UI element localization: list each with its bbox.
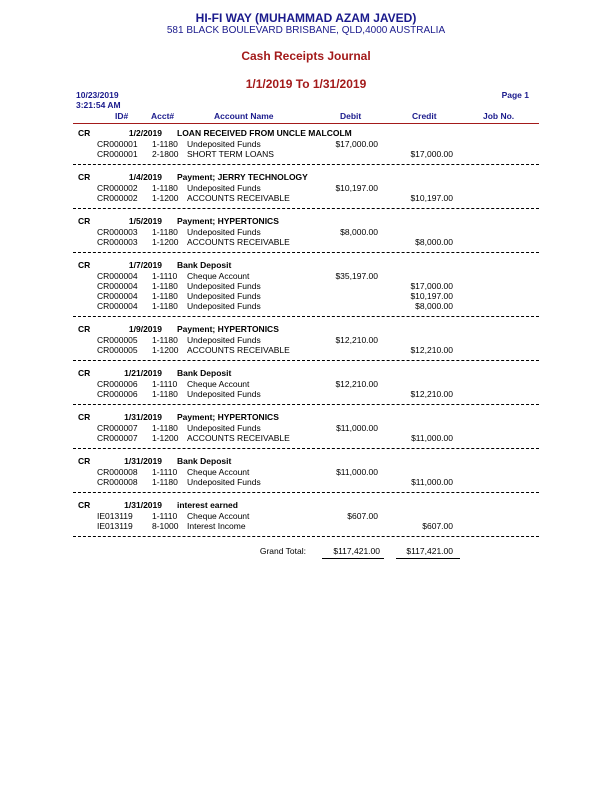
entry-type: CR [78,172,91,182]
entry-memo: Bank Deposit [177,456,232,466]
line-account-name: ACCOUNTS RECEIVABLE [187,237,290,247]
entry-date: 1/31/2019 [124,412,162,422]
entry-memo: interest earned [177,500,238,510]
line-acct: 1-1200 [152,237,179,247]
column-header-acct: Acct# [151,111,175,121]
entry-date: 1/4/2019 [128,172,162,182]
line-account-name: Undeposited Funds [187,301,261,311]
line-acct: 1-1180 [152,183,178,193]
entry-header [0,500,612,511]
entry-memo: Bank Deposit [177,260,232,270]
line-credit: $11,000.00 [411,477,453,487]
line-account-name: Undeposited Funds [187,389,261,399]
line-acct: 1-1180 [152,281,178,291]
entry-type: CR [78,260,91,270]
grand-total-debit: $117,421.00 [333,546,380,556]
journal-line [0,227,612,237]
entry-separator [73,448,539,449]
line-acct: 8-1000 [152,521,179,531]
line-account-name: Undeposited Funds [187,291,261,301]
journal-line [0,301,612,311]
entry-header [0,368,612,379]
line-account-name: Cheque Account [187,379,250,389]
journal-line [0,193,612,203]
line-acct: 1-1110 [152,271,178,281]
journal-line [0,511,612,521]
line-acct: 1-1200 [152,345,179,355]
entry-separator [73,164,539,165]
line-account-name: Cheque Account [187,511,250,521]
company-address: 581 BLACK BOULEVARD BRISBANE, QLD,4000 AUSTRALIA [166,25,446,36]
entry-header [0,172,612,183]
journal-entry [0,412,612,449]
line-acct: 1-1180 [152,423,178,433]
line-credit: $12,210.00 [410,389,453,399]
line-account-name: ACCOUNTS RECEIVABLE [187,345,290,355]
line-account-name: Undeposited Funds [187,477,261,487]
entry-date: 1/7/2019 [128,260,162,270]
column-header-credit: Credit [412,111,437,121]
total-underline [396,558,460,559]
line-id: CR000005 [97,335,138,345]
line-id: CR000004 [97,281,138,291]
entry-memo: Payment; HYPERTONICS [177,324,279,334]
journal-line [0,521,612,531]
journal-body [0,128,612,559]
journal-line [0,271,612,281]
line-id: CR000003 [97,227,138,237]
line-credit: $17,000.00 [410,149,453,159]
journal-entry [0,260,612,317]
line-account-name: ACCOUNTS RECEIVABLE [187,193,290,203]
journal-line [0,477,612,487]
line-account-name: Undeposited Funds [187,281,261,291]
journal-entry [0,368,612,405]
entry-type: CR [78,500,91,510]
entry-memo: Payment; HYPERTONICS [177,412,279,422]
line-debit: $607.00 [347,511,378,521]
line-credit: $607.00 [422,521,453,531]
entry-type: CR [78,216,91,226]
line-id: CR000002 [97,183,138,193]
line-acct: 1-1180 [152,291,178,301]
entry-header [0,260,612,271]
report-title: Cash Receipts Journal [241,49,371,63]
line-account-name: Undeposited Funds [187,139,261,149]
entry-memo: LOAN RECEIVED FROM UNCLE MALCOLM [177,128,352,138]
line-credit: $11,000.00 [411,433,453,443]
journal-line [0,379,612,389]
line-debit: $8,000.00 [340,227,378,237]
journal-line [0,139,612,149]
line-debit: $35,197.00 [335,271,378,281]
line-acct: 1-1180 [152,389,178,399]
line-id: CR000001 [97,149,138,159]
total-underline [322,558,384,559]
line-id: CR000008 [97,467,138,477]
line-debit: $11,000.00 [336,467,378,477]
grand-total-row [0,545,612,559]
line-acct: 1-1180 [152,335,178,345]
line-id: CR000004 [97,271,138,281]
line-acct: 1-1180 [152,477,178,487]
line-credit: $8,000.00 [415,237,453,247]
journal-entry [0,324,612,361]
line-acct: 1-1200 [152,433,179,443]
line-acct: 1-1180 [152,301,178,311]
grand-total-credit: $117,421.00 [406,546,453,556]
line-credit: $10,197.00 [410,291,453,301]
entry-memo: Bank Deposit [177,368,232,378]
line-id: CR000007 [97,433,138,443]
entry-separator [73,208,539,209]
entry-date: 1/2/2019 [128,128,162,138]
line-account-name: Undeposited Funds [187,227,261,237]
line-debit: $10,197.00 [335,183,378,193]
line-credit: $17,000.00 [410,281,453,291]
line-debit: $12,210.00 [335,379,378,389]
line-id: CR000004 [97,291,138,301]
line-debit: $11,000.00 [336,423,378,433]
journal-line [0,149,612,159]
journal-line [0,389,612,399]
journal-entry [0,128,612,165]
line-acct: 1-1110 [152,467,178,477]
journal-line [0,433,612,443]
print-date: 10/23/2019 [76,90,119,100]
entry-separator [73,536,539,537]
entry-date: 1/31/2019 [124,456,162,466]
line-debit: $17,000.00 [335,139,378,149]
entry-separator [73,404,539,405]
entry-type: CR [78,128,91,138]
date-range: 1/1/2019 To 1/31/2019 [245,77,367,91]
entry-header [0,128,612,139]
line-id: CR000007 [97,423,138,433]
entry-header [0,412,612,423]
entry-date: 1/21/2019 [124,368,162,378]
line-account-name: Cheque Account [187,271,250,281]
entry-date: 1/9/2019 [128,324,162,334]
journal-line [0,281,612,291]
line-account-name: Undeposited Funds [187,423,261,433]
line-account-name: SHORT TERM LOANS [187,149,274,159]
line-id: CR000002 [97,193,138,203]
line-acct: 1-1200 [152,193,179,203]
column-header-job: Job No. [483,111,515,121]
journal-line [0,335,612,345]
journal-entry [0,172,612,209]
entry-separator [73,316,539,317]
journal-line [0,237,612,247]
entry-separator [73,492,539,493]
line-account-name: Interest Income [187,521,246,531]
column-header-id: ID# [115,111,129,121]
entry-header [0,456,612,467]
page-number: Page 1 [501,90,529,100]
line-account-name: Undeposited Funds [187,183,261,193]
print-time: 3:21:54 AM [76,100,121,110]
grand-total-label: Grand Total: [259,546,306,556]
entry-type: CR [78,368,91,378]
line-id: CR000006 [97,389,138,399]
line-account-name: Undeposited Funds [187,335,261,345]
entry-type: CR [78,324,91,334]
entry-header [0,216,612,227]
journal-entry [0,216,612,253]
journal-line [0,423,612,433]
line-id: CR000003 [97,237,138,247]
line-id: IE013119 [97,511,133,521]
line-credit: $10,197.00 [410,193,453,203]
header-rule [73,123,539,124]
line-id: CR000005 [97,345,138,355]
column-header-debit: Debit [340,111,362,121]
entry-type: CR [78,412,91,422]
line-id: CR000008 [97,477,138,487]
line-credit: $12,210.00 [410,345,453,355]
entry-header [0,324,612,335]
line-id: CR000004 [97,301,138,311]
line-acct: 1-1110 [152,511,178,521]
line-id: CR000006 [97,379,138,389]
entry-separator [73,360,539,361]
line-id: IE013119 [97,521,133,531]
entry-memo: Payment; HYPERTONICS [177,216,279,226]
line-acct: 1-1180 [152,139,178,149]
journal-line [0,183,612,193]
entry-memo: Payment; JERRY TECHNOLOGY [177,172,308,182]
journal-entry [0,500,612,537]
entry-type: CR [78,456,91,466]
line-acct: 1-1180 [152,227,178,237]
entry-date: 1/5/2019 [128,216,162,226]
company-name: HI-FI WAY (MUHAMMAD AZAM JAVED) [195,11,417,25]
journal-line [0,467,612,477]
line-account-name: Cheque Account [187,467,250,477]
journal-entry [0,456,612,493]
line-debit: $12,210.00 [335,335,378,345]
entry-separator [73,252,539,253]
line-id: CR000001 [97,139,138,149]
journal-line [0,345,612,355]
line-acct: 1-1110 [152,379,178,389]
column-header-account-name: Account Name [214,111,274,121]
journal-line [0,291,612,301]
line-credit: $8,000.00 [415,301,453,311]
line-acct: 2-1800 [152,149,179,159]
line-account-name: ACCOUNTS RECEIVABLE [187,433,290,443]
entry-date: 1/31/2019 [124,500,162,510]
